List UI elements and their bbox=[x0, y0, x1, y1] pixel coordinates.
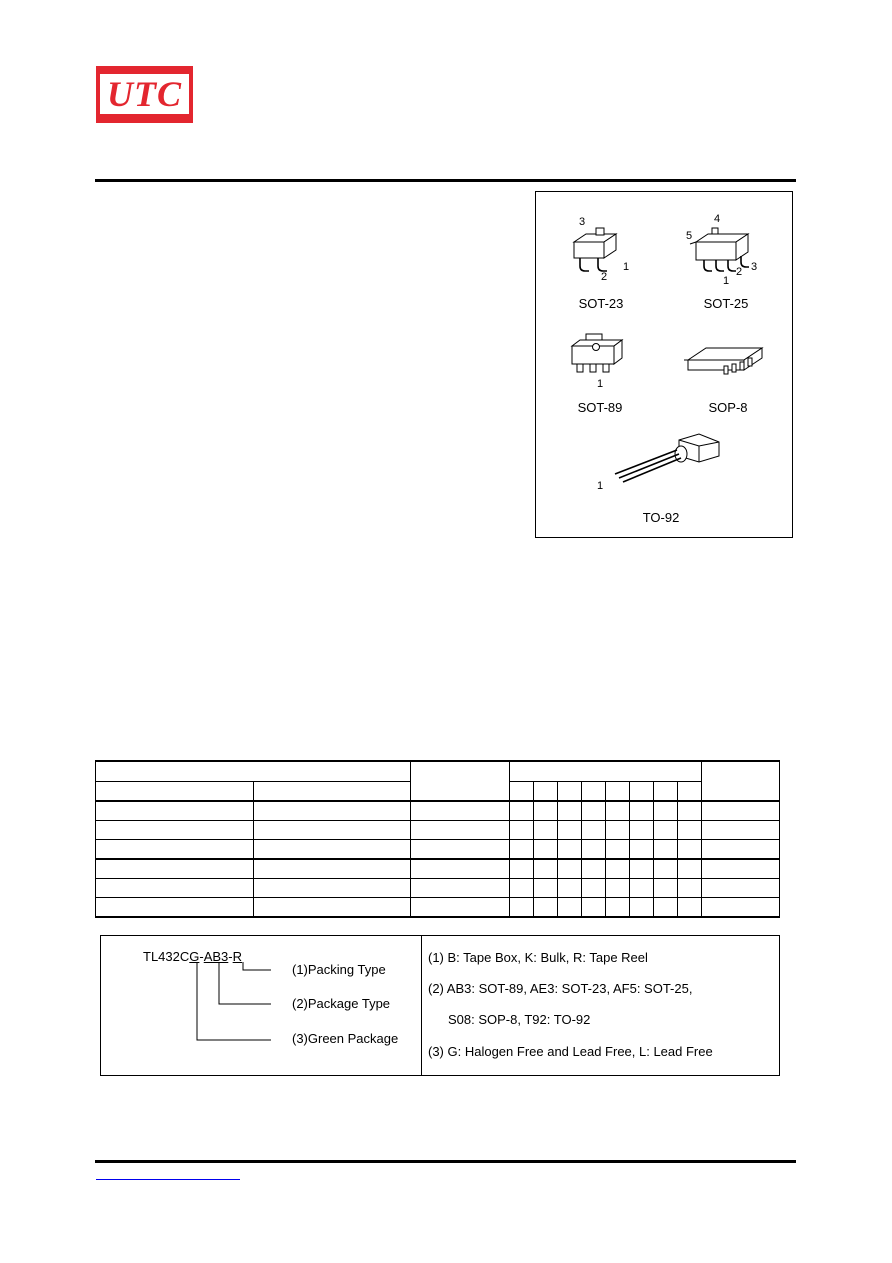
label-sot-25: SOT-25 bbox=[703, 296, 749, 311]
sot-25-pin-5: 5 bbox=[686, 230, 693, 242]
marking-divider bbox=[421, 936, 422, 1075]
sot-89-drawing bbox=[566, 332, 636, 382]
part-sep-1: - bbox=[199, 949, 204, 964]
legend-green-package: (3)Green Package bbox=[292, 1031, 399, 1046]
part-packing-code: R bbox=[232, 949, 243, 964]
table-row bbox=[96, 840, 780, 860]
sot-25-pin-4: 4 bbox=[714, 213, 721, 225]
package-outline-box bbox=[535, 191, 793, 538]
desc-package-1: (2) AB3: SOT-89, AE3: SOT-23, AF5: SOT-25, bbox=[428, 981, 693, 996]
desc-package-2: S08: SOP-8, T92: TO-92 bbox=[448, 1012, 591, 1027]
ordering-table bbox=[95, 760, 780, 918]
table-row bbox=[96, 879, 780, 898]
logo-text: UTC bbox=[107, 74, 182, 114]
part-package-code: AB3 bbox=[203, 949, 229, 964]
logo-inner bbox=[100, 74, 189, 114]
part-green-code: G bbox=[189, 949, 200, 964]
table-row bbox=[96, 898, 780, 918]
sop-8-drawing bbox=[684, 344, 774, 384]
table-row bbox=[96, 859, 780, 879]
label-to-92: TO-92 bbox=[642, 510, 680, 525]
table-row bbox=[96, 821, 780, 840]
to-92-drawing bbox=[611, 430, 731, 490]
sot-89-pin-1: 1 bbox=[597, 378, 604, 390]
sot-23-pin-2: 2 bbox=[601, 271, 608, 283]
sot-23-pin-1: 1 bbox=[623, 261, 630, 273]
sot-25-pin-2: 2 bbox=[736, 266, 743, 278]
sot-25-pin-1: 1 bbox=[723, 275, 730, 287]
sot-25-pin-3: 3 bbox=[751, 261, 758, 273]
part-base: TL432C bbox=[143, 949, 190, 964]
top-rule bbox=[95, 179, 796, 182]
footer-link[interactable] bbox=[96, 1166, 240, 1180]
legend-packing-type: (1)Packing Type bbox=[292, 962, 386, 977]
label-sot-89: SOT-89 bbox=[577, 400, 623, 415]
desc-packing: (1) B: Tape Box, K: Bulk, R: Tape Reel bbox=[428, 950, 648, 965]
table-header-row bbox=[96, 761, 780, 782]
desc-green: (3) G: Halogen Free and Lead Free, L: Lead Free bbox=[428, 1044, 713, 1059]
utc-logo bbox=[96, 66, 193, 123]
to-92-pin-1: 1 bbox=[597, 480, 604, 492]
bottom-rule bbox=[95, 1160, 796, 1163]
part-number-marking-box bbox=[100, 935, 780, 1076]
label-sop-8: SOP-8 bbox=[708, 400, 748, 415]
legend-package-type: (2)Package Type bbox=[292, 996, 391, 1011]
table-row bbox=[96, 801, 780, 821]
part-sep-2: - bbox=[228, 949, 233, 964]
sot-25-drawing bbox=[686, 222, 766, 282]
label-sot-23: SOT-23 bbox=[578, 296, 624, 311]
sot-23-pin-3: 3 bbox=[579, 216, 586, 228]
